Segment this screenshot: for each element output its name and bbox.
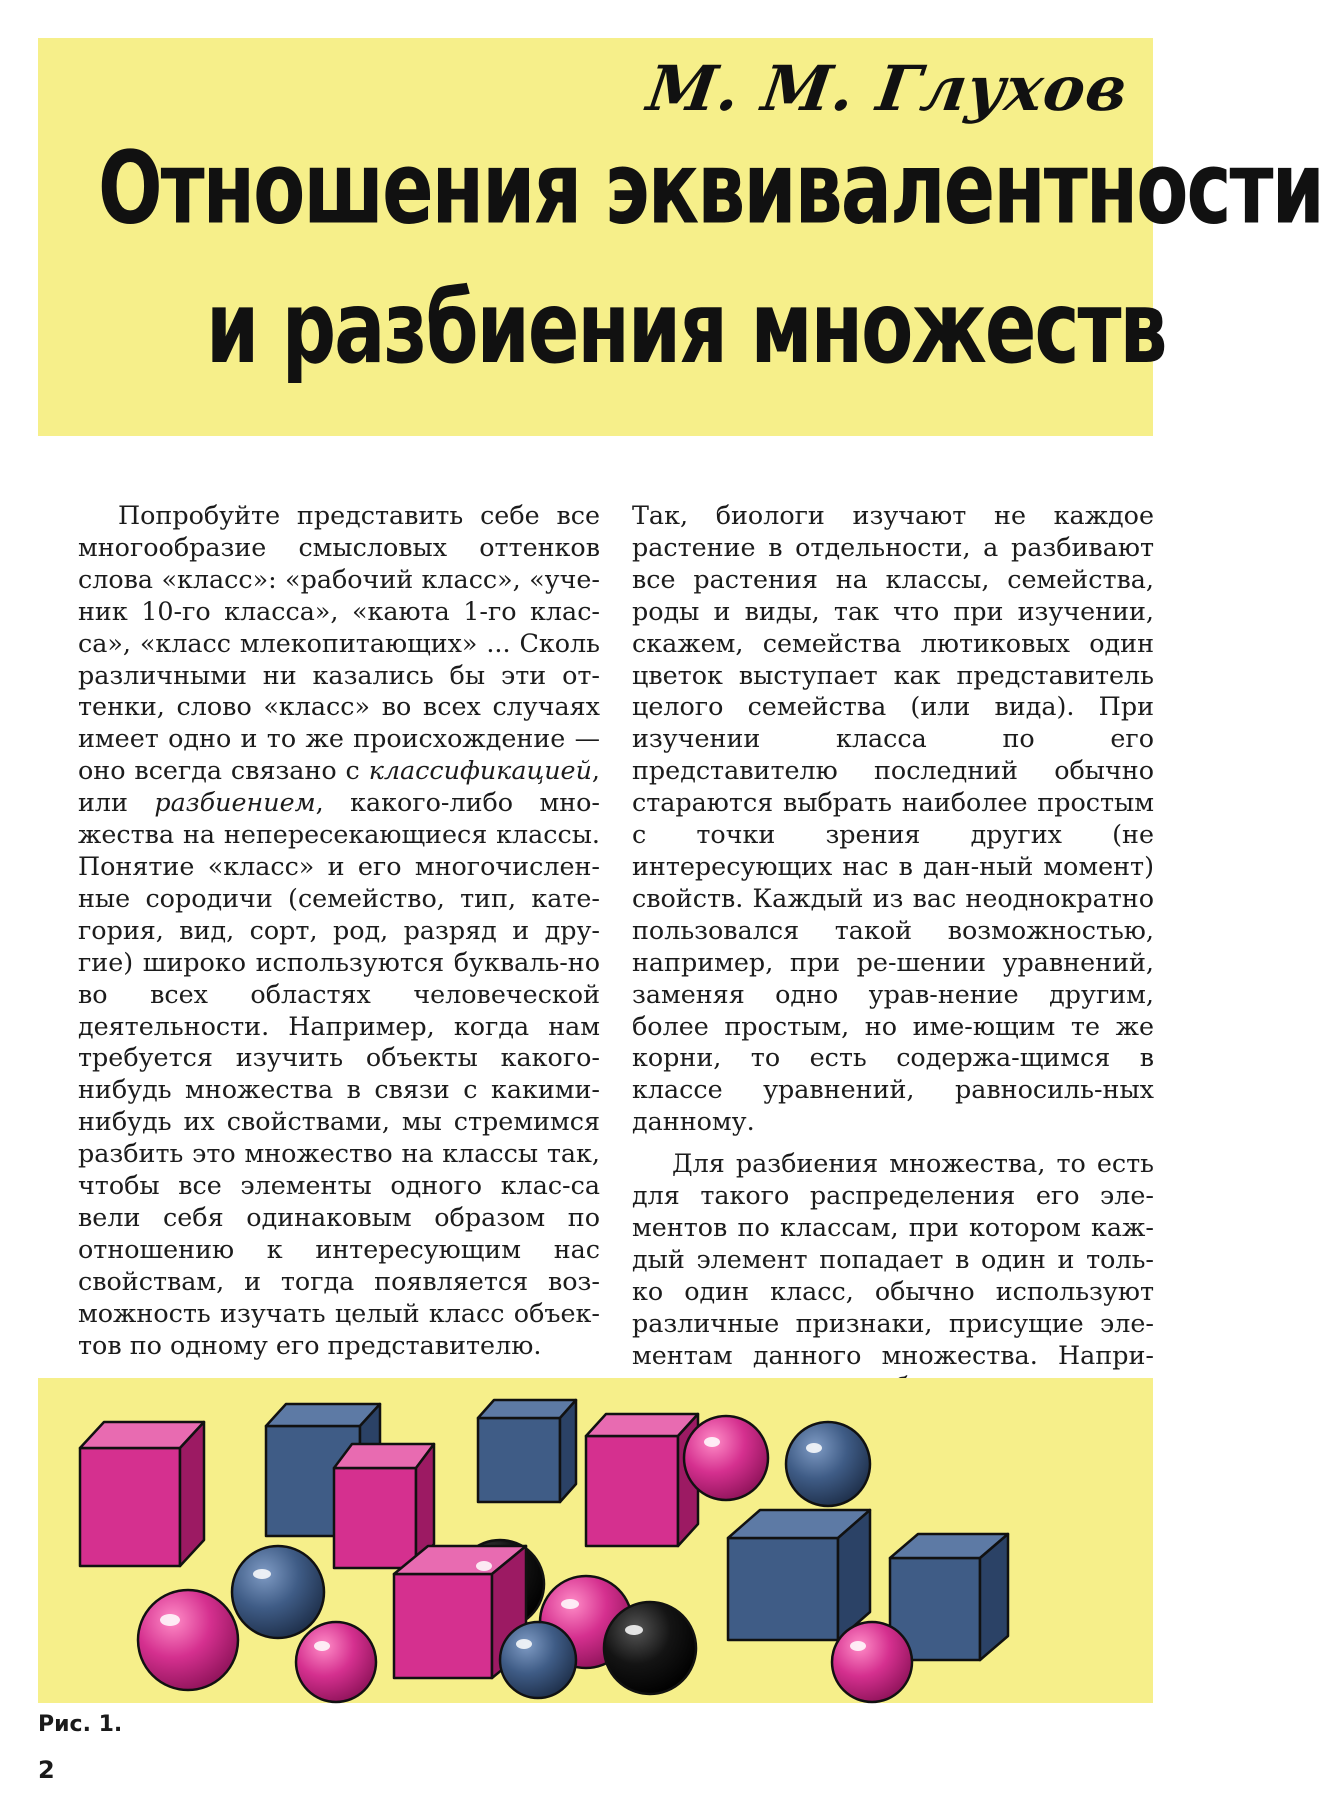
highlight: [850, 1641, 866, 1651]
author-name: М. М. Глухов: [642, 52, 1134, 125]
highlight: [704, 1437, 720, 1447]
cube-magenta-1: [80, 1422, 204, 1566]
highlight: [476, 1561, 492, 1571]
page-number: 2: [38, 1756, 55, 1784]
paragraph-1: [78, 500, 600, 1361]
column-right: [632, 500, 1154, 1403]
title-line-1: Отношения эквивалентности: [98, 128, 1323, 247]
figure-caption: Рис. 1.: [38, 1712, 123, 1737]
title-line-2: и разбиения множеств: [206, 268, 1166, 386]
highlight: [561, 1599, 579, 1609]
ball-magenta-2: [138, 1590, 238, 1690]
paragraph-2: Так, биологи изучают не каждое растение в отдельности, а разбивают все растения на классы, семейства, роды и виды, так что при изучении, скажем, семейства лютиковых один цветок выступает как представитель целого семейства (или вида). При изучении класса по его представителю последний обычно стараются выбрать наиболее простым с точки зрения других (не интересующих нас в дан-ный момент) свойств. Каждый из вас неоднократно пользовался такой возможностью, например, при ре-шении уравнений, заменяя одно урав-нение другим, более простым, но име-ющим те же корни, то есть содержа-щимся в классе уравнений, равносиль-ных данному.: [632, 500, 1154, 1137]
cube-blue-3: [728, 1510, 870, 1640]
article-title: [98, 118, 1323, 398]
ball-blue-1: [786, 1422, 870, 1506]
emphasis-partition: разбиением: [154, 787, 316, 818]
cube-blue-2: [478, 1400, 576, 1502]
paragraph-3: Для разбиения множества, то есть для такого распределения его эле-ментов по классам, при котором каж-дый элемент попадает в один и толь-ко один класс, обычно используют различные признаки, присущие эле-ментам данного множества. Напри-: [632, 1148, 1154, 1370]
ball-magenta-5: [832, 1622, 912, 1702]
cube-magenta-2: [334, 1444, 434, 1568]
ball-black-2: [604, 1602, 696, 1694]
ball-blue-3: [500, 1622, 576, 1698]
ball-blue-2: [232, 1546, 324, 1638]
column-left: [78, 500, 600, 1403]
emphasis-classification: классификацией: [368, 755, 592, 786]
cube-magenta-3: [586, 1414, 698, 1546]
cube-blue-4: [890, 1534, 1008, 1660]
text-run: , какого-либо мно-жества на непересекающиеся классы. Понятие «класс» и его многочислен-ные сородичи (семейство, тип, кате-гория, вид, сорт, род, разряд и дру-гие) широко используются букваль-но во всех областях человеческой деятельности. Например, когда нам требуется изучить объекты какого-нибудь множества в связи с какими-нибудь их свойствами, мы стремимся разбить это множество на классы так, чтобы все элементы одного клас-са вели себя одинаковым образом по отношению к интересующим нас свойствам, и тогда появляется воз-можность изучать целый класс объек-тов по одному его представителю.: [78, 787, 600, 1360]
ball-magenta-1: [684, 1416, 768, 1500]
highlight: [516, 1639, 532, 1649]
article-body: [78, 500, 1158, 1403]
highlight: [160, 1614, 180, 1626]
text-run: , или: [78, 755, 600, 818]
figure-cubes-and-balls: [38, 1378, 1153, 1703]
ball-magenta-3: [296, 1622, 376, 1702]
highlight: [314, 1641, 330, 1651]
text-run: Попробуйте представить себе все многообразие смысловых оттенков слова «класс»: «рабочий класс», «уче-ник 10-го класса», «каюта 1-го клас-са», «класс млекопитающих» ... Сколь различными ни казались бы эти от-тенки, слово «класс» во всех случаях имеет одно и то же происхождение — оно всегда связано с: [78, 500, 600, 786]
highlight: [625, 1625, 643, 1635]
highlight: [806, 1443, 822, 1453]
highlight: [253, 1569, 271, 1579]
